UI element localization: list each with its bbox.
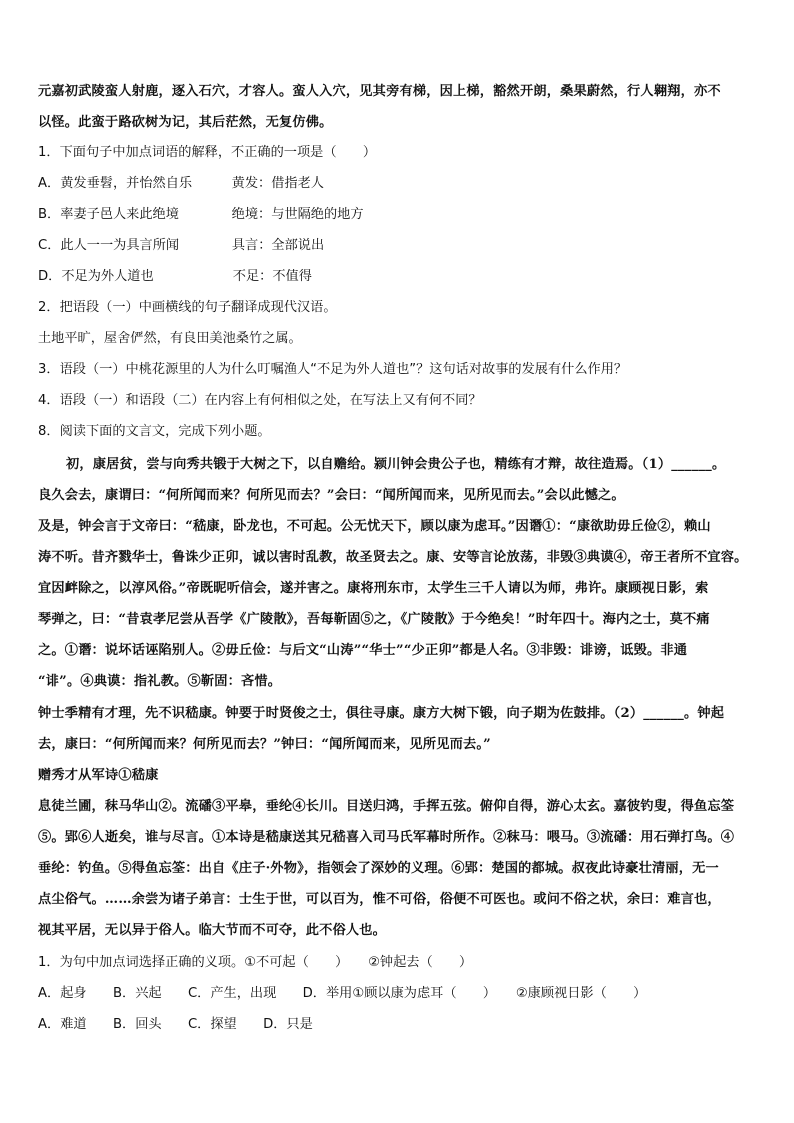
poem-line-3: 垂纶：钓鱼。⑤得鱼忘筌：出自《庄子·外物》，指领会了深妙的义理。⑥郢：楚国的都城。叔夜此诗豪壮清丽，无一 [38,861,719,876]
passage-line-2: 良久会去，康谓曰：“何所闻而来？何所见而去？”会曰：“闻所闻而来，见所见而去。”会以此憾之。 [38,488,625,503]
sub-question-1-options: A．起身 B．兴起 C．产生，出现 D．举用①顾以康为虑耳（ ） ②康顾视日影（ ） [38,986,647,1001]
question-1-option-c: C．此人一一为具言所闻 具言：全部说出 [38,238,325,253]
poem-line-4: 点尘俗气。……余尝为诸子弟言：士生于世，可以百为，惟不可俗，俗便不可医也。或问不俗之状，余曰：难言也， [38,892,721,907]
poem-title: 赠秀才从军诗①嵇康 [38,768,159,783]
passage-b-line-1: 钟士季精有才理，先不识嵇康。钟要于时贤俊之士，俱往寻康。康方大树下锻，向子期为佐鼓排。（2）______。钟起 [38,706,725,721]
poem-line-1: 息徒兰圃，秣马华山②。流磻③平皋，垂纶④长川。目送归鸿，手挥五弦。俯仰自得，游心太玄。嘉彼钓叟，得鱼忘筌 [38,799,735,814]
question-1-option-a: A．黄发垂髫，并怡然自乐 黄发：借指老人 [38,176,324,191]
poem-line-5: 视其平居，无以异于俗人。临大节而不可夺，此不俗人也。 [38,923,387,938]
question-2-stem: 2．把语段（一）中画横线的句子翻译成现代汉语。 [38,300,337,315]
passage-two-line-2: 以怪。此蛮于路砍树为记，其后茫然，无复仿佛。 [38,115,333,130]
passage-notes-line-2: “诽”。④典谟：指礼教。⑤靳固：吝惜。 [38,674,282,689]
question-1-option-b: B．率妻子邑人来此绝境 绝境：与世隔绝的地方 [38,207,364,222]
question-8-stem: 8．阅读下面的文言文，完成下列小题。 [38,424,271,439]
passage-line-5: 宜因衅除之，以淳风俗。”帝既昵听信会，遂并害之。康将刑东市，太学生三千人请以为师，弗许。康顾视日影，索 [38,581,709,596]
question-3-stem: 3．语段（一）中桃花源里的人为什么叮嘱渔人“不足为外人道也”？这句话对故事的发展有什么作用？ [38,362,628,377]
question-4-stem: 4．语段（一）和语段（二）在内容上有何相似之处，在写法上又有何不同？ [38,393,482,408]
sub-question-1-stem: 1．为句中加点词选择正确的义项。①不可起（ ） ②钟起去（ ） [38,955,473,970]
passage-two-line-1: 元嘉初武陵蛮人射鹿，逐入石穴，才容人。蛮人入穴，见其旁有梯，因上梯，豁然开朗，桑果蔚然，行人翱翔，亦不 [38,84,721,99]
question-2-sentence: 土地平旷，屋舍俨然，有良田美池桑竹之属。 [38,331,302,346]
question-1-stem: 1．下面句子中加点词语的解释，不正确的一项是（ ） [38,145,377,160]
passage-line-3: 及是，钟会言于文帝曰：“嵇康，卧龙也，不可起。公无忧天下，顾以康为虑耳。”因谮①：“康欲助毋丘俭②，赖山 [38,519,711,534]
passage-line-6: 琴弹之，曰：“昔袁孝尼尝从吾学《广陵散》，吾每靳固⑤之，《广陵散》于今绝矣！”时年四十。海内之士，莫不痛 [38,612,710,627]
poem-line-2: ⑤。郢⑥人逝矣，谁与尽言。①本诗是嵇康送其兄嵇喜入司马氏军幕时所作。②秣马：喂马。③流磻：用石弹打鸟。④ [38,830,735,845]
sub-question-1-options-2: A．难道 B．回头 C．探望 D．只是 [38,1017,313,1032]
question-1-option-d: D．不足为外人道也 不足：不值得 [38,269,312,284]
passage-b-line-2: 去，康曰：“何所闻而来？何所见而去？”钟曰：“闻所闻而来，见所见而去。” [38,737,491,752]
passage-notes-line-1: 之。①谮：说坏话诬陷别人。②毋丘俭：与后文“山涛”“华士”“少正卯”都是人名。③非毁：诽谤，诋毁。非通 [38,643,688,658]
passage-line-4: 涛不听。昔齐戮华士，鲁诛少正卯，诚以害时乱教，故圣贤去之。康、安等言论放荡，非毁③典谟④，帝王者所不宜容。 [38,550,748,565]
passage-line-1: 初，康居贫，尝与向秀共锻于大树之下，以自赡给。颍川钟会贵公子也，精练有才辩，故往造焉。（1）______。 [66,457,726,472]
